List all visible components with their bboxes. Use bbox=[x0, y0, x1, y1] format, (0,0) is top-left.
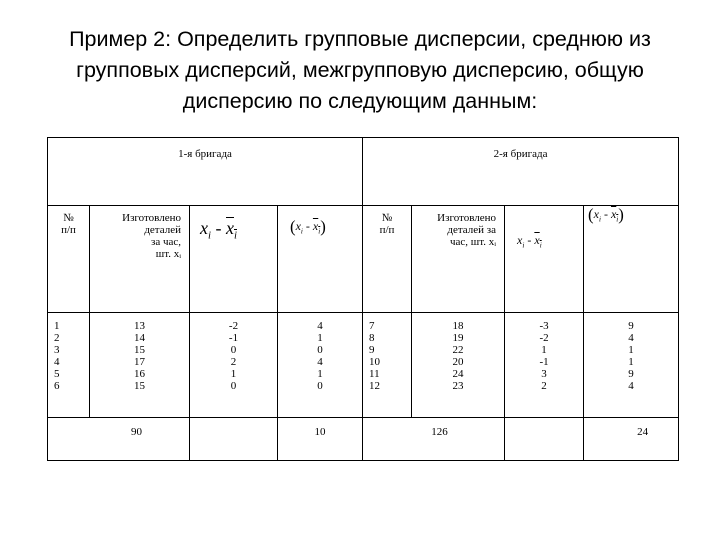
formula-x: x bbox=[517, 233, 523, 247]
formula-x-mean: x bbox=[534, 233, 540, 247]
formula-minus: - bbox=[305, 219, 310, 233]
g2-deviation: -3 -2 1 -1 3 2 bbox=[505, 313, 584, 418]
formula-sub-mean: i bbox=[616, 215, 619, 224]
formula-sub: i bbox=[598, 215, 601, 224]
slide-title bbox=[40, 24, 680, 117]
title-line-2: групповых дисперсий, межгрупповую дисперсию, общую bbox=[76, 58, 644, 82]
formula-x: x bbox=[295, 219, 301, 233]
g1-total-deviation bbox=[190, 418, 278, 461]
formula-x-mean: x bbox=[226, 218, 234, 238]
title-line-1: Пример 2: Определить групповые дисперсии, среднюю из bbox=[69, 27, 651, 51]
data-table bbox=[47, 137, 679, 461]
g1-deviation-formula bbox=[190, 206, 278, 313]
group1-header: 1-я бригада bbox=[48, 138, 363, 206]
formula-sub-mean: i bbox=[318, 227, 321, 236]
g2-total-made: 126 bbox=[363, 418, 505, 461]
formula-x-mean: x bbox=[312, 219, 319, 233]
g2-total-deviation bbox=[505, 418, 584, 461]
formula-sub-mean: i bbox=[539, 241, 542, 250]
title-line-3: дисперсию по следующим данным: bbox=[182, 89, 538, 113]
g2-squared: 9 4 1 1 9 4 bbox=[584, 313, 679, 418]
g1-made: 13 14 15 17 16 15 bbox=[90, 313, 190, 418]
g1-numbers: 1 2 3 4 5 6 bbox=[48, 313, 90, 418]
g2-num-header: № п/п bbox=[363, 206, 412, 313]
g2-made-header: Изготовлено деталей за час, шт. xᵢ bbox=[412, 206, 505, 313]
g1-deviation: -2 -1 0 2 1 0 bbox=[190, 313, 278, 418]
formula-sub: i bbox=[522, 241, 525, 250]
g1-total-squared: 10 bbox=[278, 418, 363, 461]
formula-sub-mean: i bbox=[234, 229, 237, 242]
g2-numbers: 7 8 9 10 11 12 bbox=[363, 313, 412, 418]
formula-sub: i bbox=[208, 229, 211, 242]
formula-x: x bbox=[200, 218, 208, 238]
g2-squared-formula: $(x_i - x_i)$ bbox=[584, 206, 679, 313]
formula-minus: - bbox=[527, 233, 532, 247]
formula-x-mean: x bbox=[610, 207, 617, 221]
formula-sub: i bbox=[300, 227, 303, 236]
formula-minus: - bbox=[603, 207, 608, 221]
g2-made: 18 19 22 20 24 23 bbox=[412, 313, 505, 418]
g2-total-squared: 24 bbox=[584, 418, 679, 461]
formula-minus: - bbox=[215, 218, 222, 238]
g1-squared-formula: $(x_i - x_i)$ bbox=[278, 206, 363, 313]
g1-num-header: № п/п bbox=[48, 206, 90, 313]
g1-made-header: Изготовлено деталей за час, шт. xᵢ bbox=[90, 206, 190, 313]
g1-total-made: 90 bbox=[48, 418, 190, 461]
group2-header: 2-я бригада bbox=[363, 138, 679, 206]
g1-squared: 4 1 0 4 1 0 bbox=[278, 313, 363, 418]
formula-x: x bbox=[593, 207, 599, 221]
g2-deviation-formula bbox=[505, 206, 584, 313]
